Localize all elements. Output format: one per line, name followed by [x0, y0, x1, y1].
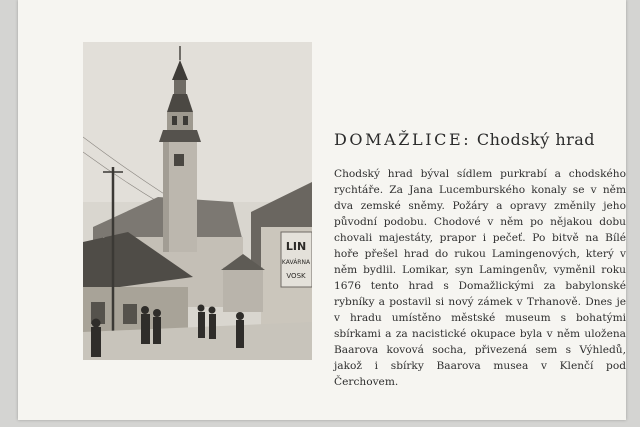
- title-subject: Chodský hrad: [476, 130, 596, 149]
- sign-text-1: LIN: [285, 240, 307, 253]
- title-town: DOMAŽLICE:: [334, 130, 472, 149]
- tower-photo: [83, 42, 312, 360]
- sign-text-3: VOSK: [286, 272, 306, 280]
- street-scene-illustration: [83, 42, 312, 360]
- postcard-page: [18, 0, 626, 420]
- sign-text-2: KAVÁRNA: [281, 259, 311, 266]
- description-paragraph: Chodský hrad býval sídlem purkrabí a chodského rychtáře. Za Jana Lucemburského konaly se v něm dva zemské sněmy. Požáry a opravy změnily jeho původní podobu. Chodové v něm po nějakou dobu chovali majestáty, prapor i pečeť. Po bitvě na Bílé hoře přešel hrad do rukou Lamingenových, který v něm bydlil. Lomikar, syn Lamingenův, vyměnil roku 1676 tento hrad s Domažlickými za babylonské rybníky a postavil si nový zámek v Trhanově. Dnes je v hradu umístěno městské museum s bohatými sbírkami a za nacistické okupace byla v něm uložena Baarova kovová socha, přivezená sem s Výhledů, jakož i sbírky Baarova musea v Klenčí pod Čerchovem.: [334, 168, 626, 388]
- page-title: [334, 130, 634, 149]
